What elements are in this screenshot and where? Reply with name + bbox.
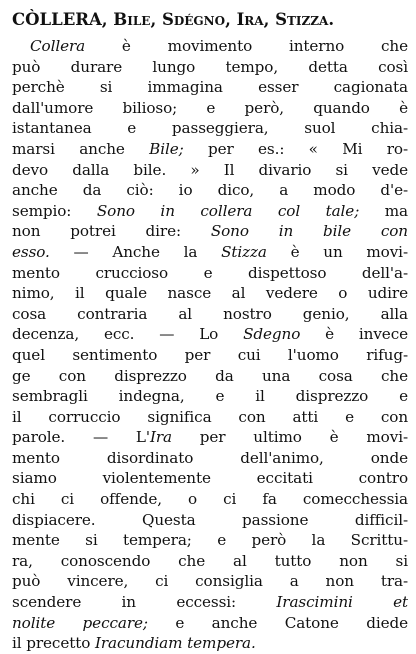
- text-line: [12, 468, 408, 489]
- italic-term: Iracundiam tempera.: [94, 634, 256, 653]
- text-line: [12, 180, 408, 201]
- text-segment: mento disordinato dell'animo, onde: [12, 448, 408, 467]
- text-segment: sembragli indegna, e il disprezzo e: [12, 387, 408, 406]
- headword-ira: Ira,: [236, 10, 270, 29]
- text-line: [12, 324, 408, 345]
- text-line: [12, 57, 408, 78]
- text-line: [12, 242, 408, 263]
- text-segment: sempio:: [12, 201, 97, 220]
- text-segment: è invece: [300, 325, 408, 344]
- text-segment: cosa contraria al nostro genio, alla: [12, 304, 408, 323]
- text-segment: marsi anche: [12, 139, 150, 158]
- text-segment: per ultimo è movi-: [171, 428, 408, 447]
- text-line: [12, 263, 408, 284]
- text-segment: mento cruccioso e dispettoso dell'a-: [12, 263, 408, 282]
- text-segment: istantanea e passeggiera, suol chia-: [12, 119, 408, 138]
- text-line: [12, 592, 408, 613]
- text-line: [12, 118, 408, 139]
- italic-term: Irascimini et: [276, 593, 408, 612]
- text-segment: dispiacere. Questa passione difficil-: [12, 510, 408, 529]
- headword-bile: Bile,: [113, 10, 157, 29]
- text-segment: è un movi-: [266, 242, 408, 261]
- text-line: [12, 530, 408, 551]
- text-segment: siamo violentemente eccitati contro: [12, 469, 408, 488]
- text-line: [12, 633, 408, 654]
- text-segment: ge con disprezzo da una cosa che: [12, 366, 408, 385]
- italic-term: Ira: [149, 428, 172, 447]
- text-line: [12, 77, 408, 98]
- entry-text: [12, 36, 408, 654]
- text-segment: parole. — L': [12, 428, 150, 447]
- text-segment: ra, conoscendo che al tutto non si: [12, 551, 408, 570]
- italic-term: Stizza: [221, 242, 267, 261]
- text-line: [12, 613, 408, 634]
- text-line: [12, 98, 408, 119]
- text-segment: anche da ciò: io dico, a modo d'e-: [12, 181, 408, 200]
- text-line: [12, 201, 408, 222]
- text-line: [12, 448, 408, 469]
- text-segment: il corruccio significa con atti e con: [12, 407, 408, 426]
- italic-term: Bile;: [149, 139, 184, 158]
- text-segment: è movimento interno che: [85, 37, 408, 55]
- text-line: [12, 366, 408, 387]
- text-line: [12, 283, 408, 304]
- text-segment: può durare lungo tempo, detta così: [12, 57, 408, 76]
- text-segment: per es.: « Mi ro-: [183, 139, 408, 158]
- text-segment: ma: [359, 201, 408, 220]
- headword-stizza: Stizza.: [275, 10, 335, 29]
- text-line: [12, 407, 408, 428]
- text-line: [12, 571, 408, 592]
- text-line: [12, 304, 408, 325]
- italic-term: nolite peccare;: [12, 613, 148, 632]
- text-segment: chi ci offende, o ci fa comecchessia: [12, 490, 408, 509]
- text-segment: il precetto: [12, 634, 95, 653]
- text-line: [12, 160, 408, 181]
- text-segment: decenza, ecc. — Lo: [12, 325, 244, 344]
- italic-term: Collera: [30, 37, 86, 55]
- entry-headword: [12, 8, 408, 32]
- headword-sdegno: Sdégno,: [161, 10, 231, 29]
- text-line: [12, 427, 408, 448]
- text-segment: può vincere, ci consiglia a non tra-: [12, 572, 408, 591]
- text-segment: non potrei dire:: [12, 222, 211, 241]
- text-segment: quel sentimento per cui l'uomo rifug-: [12, 345, 408, 364]
- text-segment: nimo, il quale nasce al vedere o udire: [12, 284, 408, 303]
- text-segment: scendere in eccessi:: [12, 593, 277, 612]
- italic-term: esso.: [12, 242, 50, 261]
- text-segment: devo dalla bile. » Il divario si vede: [12, 160, 408, 179]
- italic-term: Sdegno: [243, 325, 301, 344]
- text-line: [12, 551, 408, 572]
- text-line: [12, 139, 408, 160]
- text-segment: perchè si immagina esser cagionata: [12, 78, 408, 97]
- text-segment: e anche Catone diede: [147, 613, 408, 632]
- dictionary-entry: [12, 8, 408, 654]
- text-segment: mente si tempera; e però la Scrittu-: [12, 531, 408, 550]
- text-line: [12, 345, 408, 366]
- text-line: [12, 489, 408, 510]
- text-segment: — Anche la: [49, 242, 222, 261]
- text-line: [12, 36, 408, 57]
- italic-term: Sono in collera col tale;: [96, 201, 360, 220]
- italic-term: Sono in bile con: [210, 222, 408, 241]
- headword-collera: CÒLLERA,: [12, 10, 108, 29]
- text-segment: dall'umore bilioso; e però, quando è: [12, 98, 408, 117]
- text-line: [12, 510, 408, 531]
- text-line: [12, 221, 408, 242]
- text-line: [12, 386, 408, 407]
